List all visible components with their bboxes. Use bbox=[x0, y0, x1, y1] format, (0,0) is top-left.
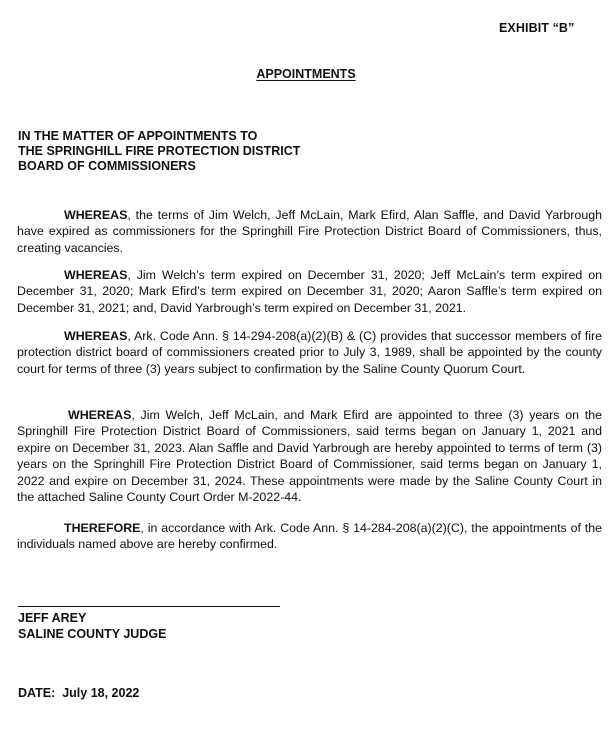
date-label: DATE: bbox=[18, 686, 56, 700]
exhibit-label: EXHIBIT “B” bbox=[499, 21, 575, 35]
date-line bbox=[18, 686, 139, 700]
paragraph-lead: WHEREAS bbox=[64, 208, 128, 222]
document-title: APPOINTMENTS bbox=[256, 67, 356, 81]
paragraph-text: , Ark. Code Ann. § 14-294-208(a)(2)(B) & (C) provides that successor members of fire protection district board of commissioners created prior to July 3, 1989, shall be appointed by the county court for terms of three (3) years subject to confirmation by the Saline County Quorum Court. bbox=[17, 329, 602, 376]
signer-title: SALINE COUNTY JUDGE bbox=[18, 626, 167, 641]
paragraph-lead: WHEREAS bbox=[64, 268, 128, 282]
paragraph-text: , the terms of Jim Welch, Jeff McLain, Mark Efird, Alan Saffle, and David Yarbrough have expired as commissioners for the Springhill Fire Protection District Board of Commissioners, thus, creating vacancies. bbox=[17, 208, 602, 255]
whereas-paragraph-expirations bbox=[17, 267, 602, 316]
paragraph-text: , Jim Welch’s term expired on December 31, 2020; Jeff McLain’s term expired on December 31, 2020; Mark Efird’s term expired on December 31, 2020; Aaron Saffle’s term expired on December 31, 2021; and, David Yarbrough’s term expired on December 31, 2021. bbox=[17, 268, 602, 315]
paragraph-text: , Jim Welch, Jeff McLain, and Mark Efird are appointed to three (3) years on the Springhill Fire Protection District Board of Commissioners, said terms began on January 1, 2021 and expire on December 31, 2023. Alan Saffle and David Yarbrough are hereby appointed to terms of term (3) years on the Springhill Fire Protection District Board of Commissioner, said terms began on January 1, 2022 and expire on December 31, 2024. These appointments were made by the Saline County Court in the attached Saline County Court Order M-2022-44. bbox=[17, 408, 602, 505]
therefore-paragraph bbox=[17, 520, 602, 553]
whereas-paragraph-vacancies bbox=[17, 207, 602, 256]
matter-heading bbox=[18, 129, 300, 174]
matter-heading-line: THE SPRINGHILL FIRE PROTECTION DISTRICT bbox=[18, 144, 301, 158]
signature-block bbox=[18, 611, 166, 642]
signature-line bbox=[18, 606, 280, 607]
paragraph-text: , in accordance with Ark. Code Ann. § 14-284-208(a)(2)(C), the appointments of the individuals named above are hereby confirmed. bbox=[17, 521, 602, 552]
whereas-paragraph-statute bbox=[17, 328, 602, 377]
whereas-paragraph-appointments bbox=[17, 407, 602, 505]
paragraph-lead: WHEREAS bbox=[68, 408, 132, 422]
signer-name: JEFF AREY bbox=[18, 611, 87, 625]
matter-heading-line: IN THE MATTER OF APPOINTMENTS TO bbox=[18, 129, 258, 143]
matter-heading-line: BOARD OF COMMISSIONERS bbox=[18, 159, 196, 173]
date-value: July 18, 2022 bbox=[62, 686, 140, 700]
paragraph-lead: THEREFORE bbox=[64, 521, 141, 535]
paragraph-lead: WHEREAS bbox=[64, 329, 128, 343]
